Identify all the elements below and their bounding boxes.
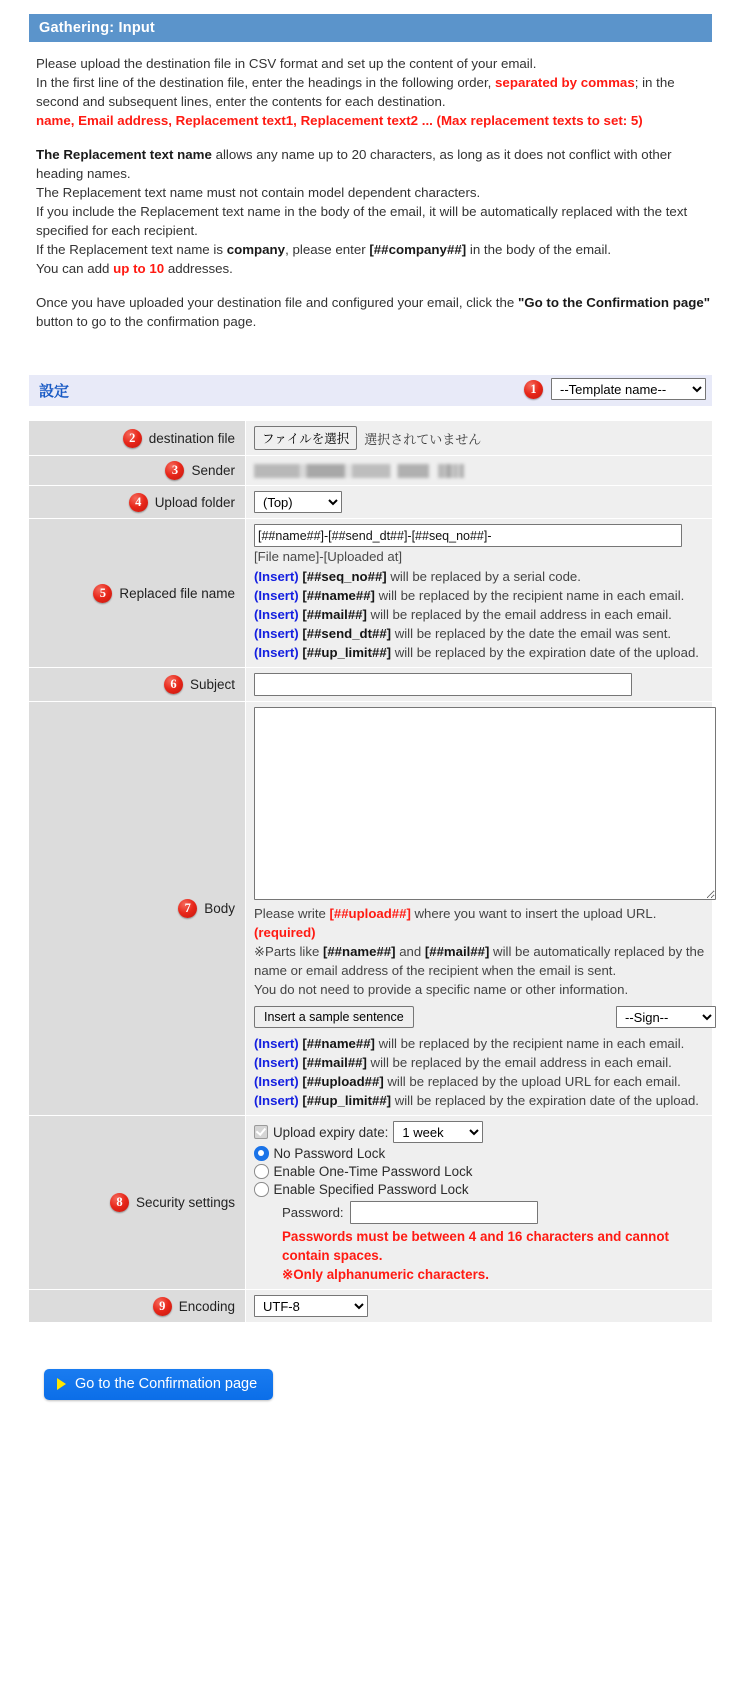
step-badge-7: 7 xyxy=(178,899,197,918)
body-note-parts-code2: [##mail##] xyxy=(424,944,490,959)
radio-one-time-password-label: Enable One-Time Password Lock xyxy=(273,1164,473,1179)
hint-text: will be replaced by a serial code. xyxy=(386,569,581,584)
replaced-file-name-input-row xyxy=(254,524,706,566)
intro-line2-b: ; in the second and subsequent lines, enter the contents for each destination. xyxy=(36,75,675,109)
intro-confirm-hint xyxy=(36,293,716,331)
intro-line2-emphasis: separated by commas xyxy=(495,75,635,90)
value-security-settings xyxy=(246,1116,713,1290)
hint-code: [##up_limit##] xyxy=(302,1093,392,1108)
upload-expiry-row xyxy=(254,1121,706,1143)
insert-sample-sentence-button[interactable]: Insert a sample sentence xyxy=(254,1006,414,1028)
go-to-confirmation-page-label: Go to the Confirmation page xyxy=(75,1376,258,1393)
hint-item xyxy=(254,586,706,605)
password-rule-note: Passwords must be between 4 and 16 characters and cannot contain spaces. xyxy=(282,1229,669,1264)
settings-section-header xyxy=(29,375,712,406)
radio-specified-password-row[interactable] xyxy=(254,1182,706,1197)
hint-item xyxy=(254,567,706,586)
label-text-destination-file: destination file xyxy=(148,430,235,446)
row-upload-folder xyxy=(29,486,712,519)
insert-link[interactable]: (Insert) xyxy=(254,588,299,603)
hint-text: will be replaced by the expiration date of the upload. xyxy=(391,645,699,660)
sign-select[interactable] xyxy=(616,1006,716,1028)
label-text-replaced-file-name: Replaced file name xyxy=(119,585,235,601)
settings-header-right xyxy=(524,378,706,400)
intro-company-a: If the Replacement text name is xyxy=(36,242,227,257)
hint-item xyxy=(254,605,706,624)
value-upload-folder xyxy=(246,486,713,519)
row-replaced-file-name xyxy=(29,519,712,668)
sender-redacted-name xyxy=(254,464,429,478)
hint-item xyxy=(254,643,706,662)
value-destination-file xyxy=(246,421,713,456)
choose-file-button[interactable]: ファイルを選択 xyxy=(254,426,357,450)
intro-line2-a: In the first line of the destination file, enter the headings in the following order, xyxy=(36,75,496,90)
body-note-upload-code: [##upload##] xyxy=(329,906,411,921)
intro-address-count: up to 10 xyxy=(113,261,165,276)
intro-confirm-a: Once you have uploaded your destination file and configured your email, click the xyxy=(36,295,518,310)
password-row xyxy=(282,1201,706,1224)
hint-text: will be replaced by the expiration date of the upload. xyxy=(391,1093,699,1108)
template-select[interactable] xyxy=(551,378,706,400)
hint-item xyxy=(254,624,706,643)
body-note-upload-a: Please write xyxy=(254,906,330,921)
step-badge-3: 3 xyxy=(165,461,184,480)
intro-line-1: Please upload the destination file in CSV format and set up the content of your email. xyxy=(36,56,537,71)
intro-confirm-c: button to go to the confirmation page. xyxy=(36,314,257,329)
body-note-parts-code1: [##name##] xyxy=(322,944,396,959)
body-sample-row xyxy=(254,1006,716,1028)
label-destination-file xyxy=(29,421,246,456)
body-note-parts-mid: and xyxy=(395,944,425,959)
hint-code: [##mail##] xyxy=(302,1055,367,1070)
intro-gap-1 xyxy=(36,130,716,145)
submit-area xyxy=(44,1369,740,1418)
label-body xyxy=(29,702,246,1116)
body-note-parts xyxy=(254,942,706,980)
hint-item xyxy=(254,1053,706,1072)
step-badge-2: 2 xyxy=(123,429,142,448)
label-security-settings xyxy=(29,1116,246,1290)
intro-replacement-bold: The Replacement text name xyxy=(36,147,212,162)
radio-no-password-lock[interactable] xyxy=(254,1146,269,1161)
intro-replacement-rule xyxy=(36,145,716,183)
step-badge-4: 4 xyxy=(129,493,148,512)
row-subject xyxy=(29,668,712,702)
step-badge-6: 6 xyxy=(164,675,183,694)
row-destination-file xyxy=(29,421,712,456)
replaced-file-name-suffix: [File name]-[Uploaded at] xyxy=(254,549,403,564)
value-encoding xyxy=(246,1290,713,1323)
intro-company-e: in the body of the email. xyxy=(466,242,612,257)
label-text-security-settings: Security settings xyxy=(135,1195,235,1211)
step-badge-5: 5 xyxy=(93,584,112,603)
settings-form-table xyxy=(29,420,712,1323)
radio-specified-password-label: Enable Specified Password Lock xyxy=(273,1182,469,1197)
body-note-upload xyxy=(254,904,706,923)
insert-link[interactable]: (Insert) xyxy=(254,626,299,641)
replaced-file-name-hints xyxy=(254,567,706,662)
value-subject xyxy=(246,668,713,702)
radio-no-password-lock-row[interactable] xyxy=(254,1146,706,1161)
body-note-parts-a: ※Parts like xyxy=(254,944,323,959)
password-alnum-note: ※Only alphanumeric characters. xyxy=(282,1267,489,1283)
replaced-file-name-input[interactable] xyxy=(254,524,682,547)
intro-text xyxy=(36,42,716,331)
intro-address-b: addresses. xyxy=(164,261,233,276)
intro-model-chars: The Replacement text name must not contain model dependent characters. xyxy=(36,185,481,200)
radio-one-time-password[interactable] xyxy=(254,1164,269,1179)
hint-code: [##name##] xyxy=(302,1036,375,1051)
intro-replacement-rest: allows any name up to 20 characters, as long as it does not conflict with other heading names. xyxy=(36,147,672,181)
intro-address-a: You can add xyxy=(36,261,114,276)
intro-company-b: company xyxy=(226,242,286,257)
label-text-subject: Subject xyxy=(189,677,235,692)
insert-link[interactable]: (Insert) xyxy=(254,1074,299,1089)
label-text-upload-folder: Upload folder xyxy=(154,494,235,510)
step-badge-8: 8 xyxy=(110,1193,129,1212)
row-encoding xyxy=(29,1290,712,1323)
radio-specified-password[interactable] xyxy=(254,1182,269,1197)
intro-csv-format: name, Email address, Replacement text1, Replacement text2 ... (Max replacement texts to set: 5) xyxy=(36,113,643,128)
hint-item xyxy=(254,1034,706,1053)
settings-title: 設定 xyxy=(39,383,70,400)
body-notes xyxy=(254,904,706,999)
upload-folder-select[interactable] xyxy=(254,491,342,513)
value-body xyxy=(246,702,713,1116)
encoding-select[interactable] xyxy=(254,1295,368,1317)
insert-link[interactable]: (Insert) xyxy=(254,645,299,660)
hint-text: will be replaced by the email address in each email. xyxy=(366,607,672,622)
intro-line-2 xyxy=(36,73,716,111)
sender-redacted-extra xyxy=(438,464,464,478)
subject-input[interactable] xyxy=(254,673,632,696)
insert-link[interactable]: (Insert) xyxy=(254,1093,299,1108)
hint-code: [##seq_no##] xyxy=(302,569,387,584)
step-badge-1: 1 xyxy=(524,380,543,399)
hint-code: [##mail##] xyxy=(302,607,367,622)
insert-link[interactable]: (Insert) xyxy=(254,1036,299,1051)
label-encoding xyxy=(29,1290,246,1323)
no-file-selected-text: 選択されていません xyxy=(364,431,482,447)
hint-text: will be replaced by the recipient name in each email. xyxy=(374,1036,685,1051)
row-body xyxy=(29,702,712,1116)
upload-expiry-select[interactable] xyxy=(393,1121,483,1143)
insert-link[interactable]: (Insert) xyxy=(254,569,299,584)
label-upload-folder xyxy=(29,486,246,519)
row-sender xyxy=(29,456,712,486)
insert-link[interactable]: (Insert) xyxy=(254,1055,299,1070)
hint-code: [##up_limit##] xyxy=(302,645,392,660)
row-security-settings xyxy=(29,1116,712,1290)
label-text-body: Body xyxy=(204,901,235,916)
body-hints xyxy=(254,1034,706,1110)
hint-code: [##send_dt##] xyxy=(302,626,392,641)
radio-one-time-password-row[interactable] xyxy=(254,1164,706,1179)
intro-gap-2 xyxy=(36,278,716,293)
hint-text: will be replaced by the upload URL for each email. xyxy=(383,1074,681,1089)
page-title: Gathering: Input xyxy=(29,14,712,42)
label-replaced-file-name xyxy=(29,519,246,668)
intro-auto-replace: If you include the Replacement text name in the body of the email, it will be automatically replaced with the text specified for each recipient. xyxy=(36,204,688,238)
hint-text: will be replaced by the email address in each email. xyxy=(366,1055,672,1070)
body-textarea[interactable] xyxy=(254,707,716,900)
intro-company-example xyxy=(36,240,716,259)
hint-text: will be replaced by the recipient name in each email. xyxy=(374,588,685,603)
step-badge-9: 9 xyxy=(153,1297,172,1316)
hint-text: will be replaced by the date the email was sent. xyxy=(391,626,672,641)
intro-company-code: [##company##] xyxy=(369,242,467,257)
insert-link[interactable]: (Insert) xyxy=(254,607,299,622)
intro-address-limit xyxy=(36,259,716,278)
upload-expiry-label: Upload expiry date: xyxy=(273,1124,389,1140)
hint-item xyxy=(254,1072,706,1091)
hint-code: [##name##] xyxy=(302,588,375,603)
body-note-required: (required) xyxy=(254,925,316,940)
upload-expiry-checkbox[interactable] xyxy=(254,1125,268,1139)
body-note-parts-b: will be automatically replaced by the name or email address of the recipient when the email is sent. xyxy=(254,944,705,978)
label-sender xyxy=(29,456,246,486)
go-to-confirmation-page-button[interactable] xyxy=(44,1369,273,1400)
value-replaced-file-name xyxy=(246,519,713,668)
value-sender xyxy=(246,456,713,486)
label-text-encoding: Encoding xyxy=(178,1298,235,1314)
password-label: Password: xyxy=(282,1205,344,1220)
label-subject xyxy=(29,668,246,702)
intro-company-c: , please enter xyxy=(285,242,370,257)
label-text-sender: Sender xyxy=(191,463,235,478)
password-input[interactable] xyxy=(350,1201,538,1224)
play-triangle-icon xyxy=(57,1378,66,1390)
radio-no-password-lock-label: No Password Lock xyxy=(273,1146,386,1161)
hint-item xyxy=(254,1091,706,1110)
body-note-no-name-needed: You do not need to provide a specific name or other information. xyxy=(254,982,629,997)
body-note-upload-b: where you want to insert the upload URL. xyxy=(410,906,657,921)
intro-confirm-button-name: "Go to the Confirmation page" xyxy=(517,295,711,310)
hint-code: [##upload##] xyxy=(302,1074,384,1089)
